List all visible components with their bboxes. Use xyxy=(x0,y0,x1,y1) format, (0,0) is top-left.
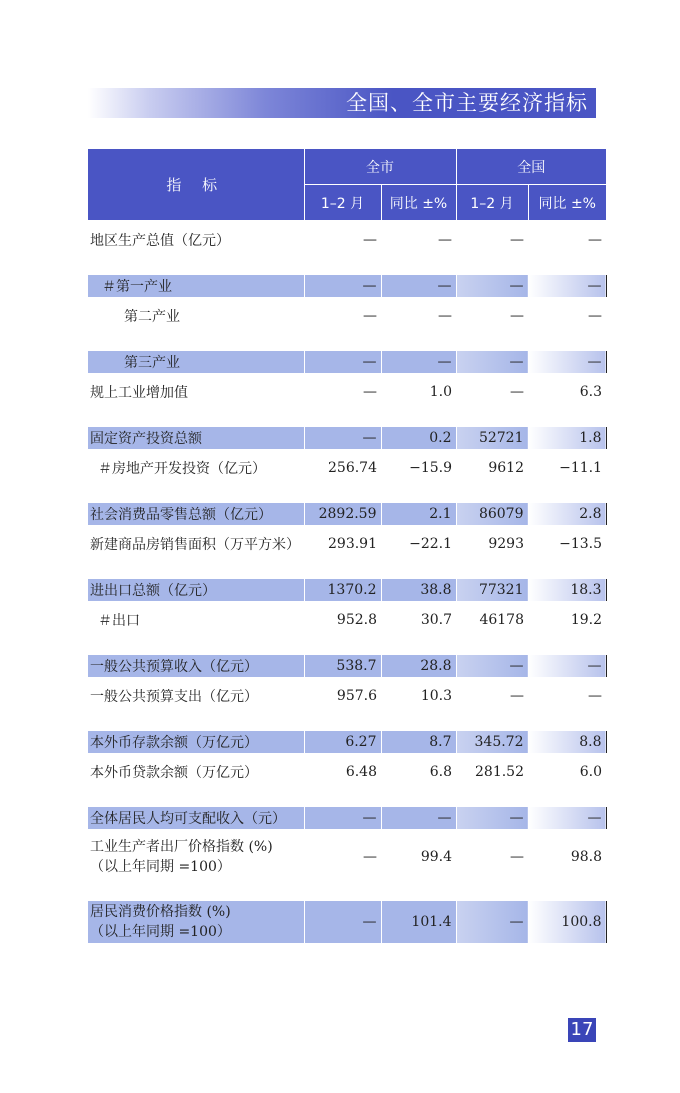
spacer-cell xyxy=(381,791,456,807)
table-row xyxy=(88,503,606,525)
spacer-cell xyxy=(528,563,606,579)
row-spacer xyxy=(88,487,606,503)
table-row xyxy=(88,297,606,335)
row-value-city-period: 293.91 xyxy=(328,536,377,552)
row-spacer xyxy=(88,885,606,901)
row-value-city-period: 6.27 xyxy=(304,731,381,753)
header-city-period: 1–2 月 xyxy=(304,185,381,221)
row-label: 本外币贷款余额（万亿元） xyxy=(90,765,258,781)
row-value-nation-period: 46178 xyxy=(479,612,524,628)
spacer-cell xyxy=(381,563,456,579)
spacer-cell xyxy=(456,335,528,351)
row-label: 本外币存款余额（万亿元） xyxy=(88,731,304,753)
header-city-yoy: 同比 ±% xyxy=(381,185,456,221)
spacer-cell xyxy=(456,885,528,901)
row-spacer xyxy=(88,411,606,427)
row-value-nation-yoy: 98.8 xyxy=(570,849,602,865)
spacer-cell xyxy=(88,335,304,351)
row-value-nation-period: 345.72 xyxy=(456,731,528,753)
table-row xyxy=(88,449,606,487)
row-spacer xyxy=(88,335,606,351)
table-row xyxy=(88,677,606,715)
row-value-city-yoy: 30.7 xyxy=(420,612,452,628)
spacer-cell xyxy=(304,563,381,579)
row-label: 新建商品房销售面积（万平方米） xyxy=(90,537,300,553)
spacer-cell xyxy=(528,639,606,655)
spacer-cell xyxy=(381,715,456,731)
spacer-cell xyxy=(456,715,528,731)
row-label: 一般公共预算收入（亿元） xyxy=(88,655,304,677)
row-value-city-yoy: 10.3 xyxy=(420,688,452,704)
row-label: 固定资产投资总额 xyxy=(88,427,304,449)
spacer-cell xyxy=(456,487,528,503)
row-value-nation-period: 9293 xyxy=(488,536,524,552)
row-value-nation-yoy: — xyxy=(588,308,602,324)
title-bar xyxy=(88,88,596,118)
row-spacer xyxy=(88,563,606,579)
row-label: 一般公共预算支出（亿元） xyxy=(90,689,258,705)
spacer-cell xyxy=(88,715,304,731)
row-value-city-period: — xyxy=(363,308,377,324)
row-label: 第二产业 xyxy=(124,309,180,325)
table-body xyxy=(88,221,606,944)
row-value-nation-yoy: — xyxy=(588,232,602,248)
row-value-nation-period: 52721 xyxy=(456,427,528,449)
table-row xyxy=(88,731,606,753)
row-value-city-period: — xyxy=(363,232,377,248)
table-row xyxy=(88,601,606,639)
row-value-nation-yoy: — xyxy=(528,351,606,373)
table-row xyxy=(88,275,606,297)
header-nation-yoy: 同比 ±% xyxy=(528,185,606,221)
spacer-cell xyxy=(304,411,381,427)
row-value-city-yoy: 8.7 xyxy=(381,731,456,753)
row-value-city-yoy: −15.9 xyxy=(409,460,452,476)
row-value-city-yoy: 1.0 xyxy=(429,384,452,400)
row-value-nation-period: — xyxy=(510,849,524,865)
page-title: 全国、全市主要经济指标 xyxy=(346,91,588,115)
row-value-city-yoy: 28.8 xyxy=(381,655,456,677)
header-nation: 全国 xyxy=(456,149,606,185)
row-value-city-period: 952.8 xyxy=(336,612,377,628)
table-row xyxy=(88,373,606,411)
row-value-city-period: — xyxy=(363,849,377,865)
header-indicator: 指 标 xyxy=(88,149,304,221)
row-label: ＃房地产开发投资（亿元） xyxy=(98,461,266,477)
table-row xyxy=(88,579,606,601)
table-row xyxy=(88,901,606,943)
row-value-city-yoy: — xyxy=(381,807,456,829)
spacer-cell xyxy=(304,487,381,503)
spacer-cell xyxy=(88,259,304,275)
spacer-cell xyxy=(88,885,304,901)
spacer-cell xyxy=(528,259,606,275)
spacer-cell xyxy=(528,791,606,807)
row-value-nation-yoy: 2.8 xyxy=(528,503,606,525)
row-value-nation-period: 77321 xyxy=(456,579,528,601)
spacer-cell xyxy=(381,487,456,503)
row-value-city-yoy: 99.4 xyxy=(420,849,452,865)
row-label-line1: 居民消费价格指数 (%) xyxy=(90,904,231,920)
row-label: 全体居民人均可支配收入（元） xyxy=(88,807,304,829)
spacer-cell xyxy=(456,791,528,807)
row-value-city-yoy: −22.1 xyxy=(409,536,452,552)
spacer-cell xyxy=(88,411,304,427)
row-value-nation-period: — xyxy=(510,308,524,324)
row-value-city-yoy: — xyxy=(381,275,456,297)
spacer-cell xyxy=(304,335,381,351)
row-value-nation-period: 281.52 xyxy=(475,764,524,780)
row-value-nation-yoy: 18.3 xyxy=(528,579,606,601)
row-value-city-yoy: 101.4 xyxy=(381,901,456,943)
spacer-cell xyxy=(381,259,456,275)
table-row xyxy=(88,829,606,885)
spacer-cell xyxy=(381,639,456,655)
spacer-cell xyxy=(381,335,456,351)
row-value-nation-period: — xyxy=(456,275,528,297)
spacer-cell xyxy=(88,487,304,503)
row-value-city-period: — xyxy=(363,384,377,400)
spacer-cell xyxy=(456,639,528,655)
spacer-cell xyxy=(88,563,304,579)
row-value-nation-period: — xyxy=(510,688,524,704)
row-value-nation-yoy: 8.8 xyxy=(528,731,606,753)
row-value-nation-period: — xyxy=(456,901,528,943)
row-value-nation-yoy: −11.1 xyxy=(559,460,602,476)
row-value-city-period: 538.7 xyxy=(304,655,381,677)
spacer-cell xyxy=(88,791,304,807)
row-value-city-period: — xyxy=(304,275,381,297)
row-label: 社会消费品零售总额（亿元） xyxy=(88,503,304,525)
row-value-nation-period: — xyxy=(510,232,524,248)
spacer-cell xyxy=(304,885,381,901)
page-number: 17 xyxy=(568,1018,596,1042)
row-value-nation-yoy: 1.8 xyxy=(528,427,606,449)
row-spacer xyxy=(88,259,606,275)
header-city: 全市 xyxy=(304,149,456,185)
spacer-cell xyxy=(304,715,381,731)
row-value-city-period: 2892.59 xyxy=(304,503,381,525)
table-row xyxy=(88,753,606,791)
row-label: 进出口总额（亿元） xyxy=(88,579,304,601)
row-label: ＃出口 xyxy=(98,613,140,629)
spacer-cell xyxy=(304,259,381,275)
row-value-nation-yoy: 6.3 xyxy=(579,384,602,400)
row-value-city-yoy: 2.1 xyxy=(381,503,456,525)
row-value-city-period: 957.6 xyxy=(336,688,377,704)
row-value-nation-yoy: — xyxy=(588,688,602,704)
table-row xyxy=(88,525,606,563)
spacer-cell xyxy=(381,411,456,427)
spacer-cell xyxy=(456,411,528,427)
row-value-nation-period: — xyxy=(510,384,524,400)
row-value-nation-yoy: −13.5 xyxy=(559,536,602,552)
spacer-cell xyxy=(528,411,606,427)
row-label xyxy=(88,829,304,885)
row-value-nation-yoy: — xyxy=(528,807,606,829)
spacer-cell xyxy=(304,791,381,807)
row-label-line2: （以上年同期 =100） xyxy=(90,924,231,940)
row-label-line1: 工业生产者出厂价格指数 (%) xyxy=(90,839,273,855)
row-value-nation-period: — xyxy=(456,351,528,373)
row-value-city-period: — xyxy=(304,351,381,373)
row-value-city-yoy: — xyxy=(381,351,456,373)
row-value-city-yoy: — xyxy=(438,308,452,324)
row-value-city-period: 1370.2 xyxy=(304,579,381,601)
spacer-cell xyxy=(381,885,456,901)
row-label xyxy=(88,901,304,943)
table-row xyxy=(88,427,606,449)
table-row xyxy=(88,221,606,260)
row-value-nation-period: 9612 xyxy=(488,460,524,476)
spacer-cell xyxy=(456,563,528,579)
indicator-table xyxy=(88,149,607,943)
row-value-nation-yoy: 19.2 xyxy=(570,612,602,628)
spacer-cell xyxy=(456,259,528,275)
row-value-city-yoy: — xyxy=(438,232,452,248)
row-value-city-period: 256.74 xyxy=(328,460,377,476)
row-value-city-yoy: 38.8 xyxy=(381,579,456,601)
row-value-nation-yoy: 6.0 xyxy=(579,764,602,780)
row-value-city-yoy: 6.8 xyxy=(429,764,452,780)
row-value-nation-yoy: 100.8 xyxy=(528,901,606,943)
row-value-city-period: 6.48 xyxy=(345,764,377,780)
table-row xyxy=(88,655,606,677)
table-row xyxy=(88,807,606,829)
row-value-nation-yoy: — xyxy=(528,655,606,677)
spacer-cell xyxy=(304,639,381,655)
row-label: ＃第一产业 xyxy=(88,275,304,297)
row-value-city-period: — xyxy=(304,901,381,943)
spacer-cell xyxy=(528,487,606,503)
row-label: 规上工业增加值 xyxy=(90,385,188,401)
row-value-city-yoy: 0.2 xyxy=(381,427,456,449)
row-label: 第三产业 xyxy=(88,351,304,373)
spacer-cell xyxy=(528,335,606,351)
row-spacer xyxy=(88,715,606,731)
row-value-nation-period: 86079 xyxy=(456,503,528,525)
spacer-cell xyxy=(528,885,606,901)
row-label: 地区生产总值（亿元） xyxy=(90,233,230,249)
row-spacer xyxy=(88,639,606,655)
spacer-cell xyxy=(528,715,606,731)
spacer-cell xyxy=(88,639,304,655)
row-value-nation-period: — xyxy=(456,655,528,677)
row-value-city-period: — xyxy=(304,427,381,449)
row-value-city-period: — xyxy=(304,807,381,829)
header-nation-period: 1–2 月 xyxy=(456,185,528,221)
row-value-nation-yoy: — xyxy=(528,275,606,297)
row-value-nation-period: — xyxy=(456,807,528,829)
table-row xyxy=(88,351,606,373)
row-label-line2: （以上年同期 =100） xyxy=(90,859,231,875)
row-spacer xyxy=(88,791,606,807)
